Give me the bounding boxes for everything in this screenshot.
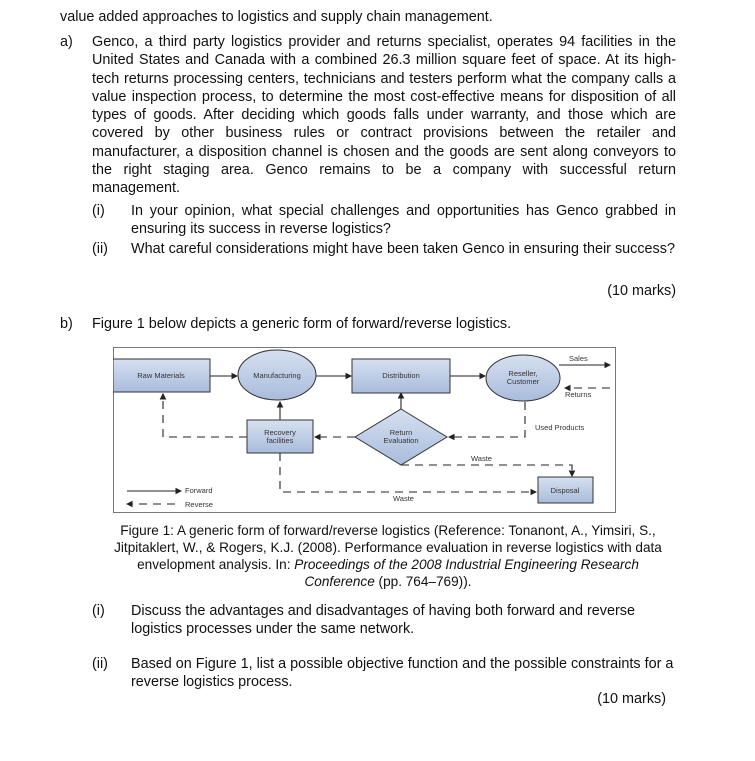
question-a-i-num: (i) xyxy=(92,203,105,219)
svg-text:Evaluation: Evaluation xyxy=(383,436,419,445)
svg-text:Recovery: Recovery xyxy=(264,428,296,437)
part-a-marks: (10 marks) xyxy=(607,283,676,299)
intro-line: value added approaches to logistics and supply chain management. xyxy=(60,9,493,25)
svg-text:Sales: Sales xyxy=(569,354,588,363)
svg-text:Distribution: Distribution xyxy=(382,371,420,380)
figure-caption xyxy=(108,522,668,590)
part-a-label: a) xyxy=(60,34,73,50)
figure-forward-reverse-logistics xyxy=(113,347,617,513)
svg-text:Reverse: Reverse xyxy=(185,500,213,509)
svg-text:Manufacturing: Manufacturing xyxy=(253,371,301,380)
part-a-paragraph: Genco, a third party logistics provider and returns specialist, operates 94 facilities in the United States and Canada with a combined 26.3 million square feet of space. At its high-tech returns processing centers, technicians and testers perform what the company calls a value inspection process, to determine the most cost-effective means for disposition of all types of goods. After deciding which goods falls under warranty, and those which are covered by other business rules or contract provisions between the retailer and manufacturer, a disposition channel is chosen and the goods are sent along conveyors to the right staging area. Genco remains to be a company with successful return management. xyxy=(92,34,676,197)
svg-text:Returns: Returns xyxy=(565,390,592,399)
svg-text:facilities: facilities xyxy=(266,436,294,445)
question-b-i-num: (i) xyxy=(92,603,105,619)
question-b-ii: Based on Figure 1, list a possible objective function and the possible constraints for a reverse logistics process. xyxy=(131,656,674,691)
svg-text:Raw Materials: Raw Materials xyxy=(137,371,185,380)
question-b-i: Discuss the advantages and disadvantages of having both forward and reverse logistics processes under the same network. xyxy=(131,603,635,638)
svg-text:Return: Return xyxy=(389,428,413,437)
svg-text:Reseller,: Reseller, xyxy=(508,369,538,378)
caption-italic: Proceedings of the 2008 Industrial Engineering Research Conference xyxy=(294,557,639,589)
svg-text:Waste: Waste xyxy=(393,494,414,503)
caption-tail: (pp. 764–769)). xyxy=(374,574,472,589)
part-b-marks: (10 marks) xyxy=(597,691,666,707)
question-a-i: In your opinion, what special challenges and opportunities has Genco grabbed in ensuring its success in reverse logistics? xyxy=(131,203,676,238)
caption-text: Figure 1: A generic form of forward/reverse logistics (Reference: Tonanont, A., Yimsiri, S., Jitpitaklert, W., & Rogers, K.J. (2008). Performance evaluation in reverse logistics with data envelopment analysis. In: xyxy=(114,523,662,572)
question-a-ii-num: (ii) xyxy=(92,241,108,257)
part-b-label: b) xyxy=(60,316,73,332)
part-b-intro: Figure 1 below depicts a generic form of forward/reverse logistics. xyxy=(92,316,512,332)
question-b-ii-num: (ii) xyxy=(92,656,108,672)
svg-text:Disposal: Disposal xyxy=(550,486,580,495)
svg-text:Customer: Customer xyxy=(506,377,540,386)
svg-text:Forward: Forward xyxy=(185,486,213,495)
svg-text:Waste: Waste xyxy=(471,454,492,463)
svg-text:Used Products: Used Products xyxy=(535,423,585,432)
question-a-ii: What careful considerations might have been taken Genco in ensuring their success? xyxy=(131,241,675,257)
